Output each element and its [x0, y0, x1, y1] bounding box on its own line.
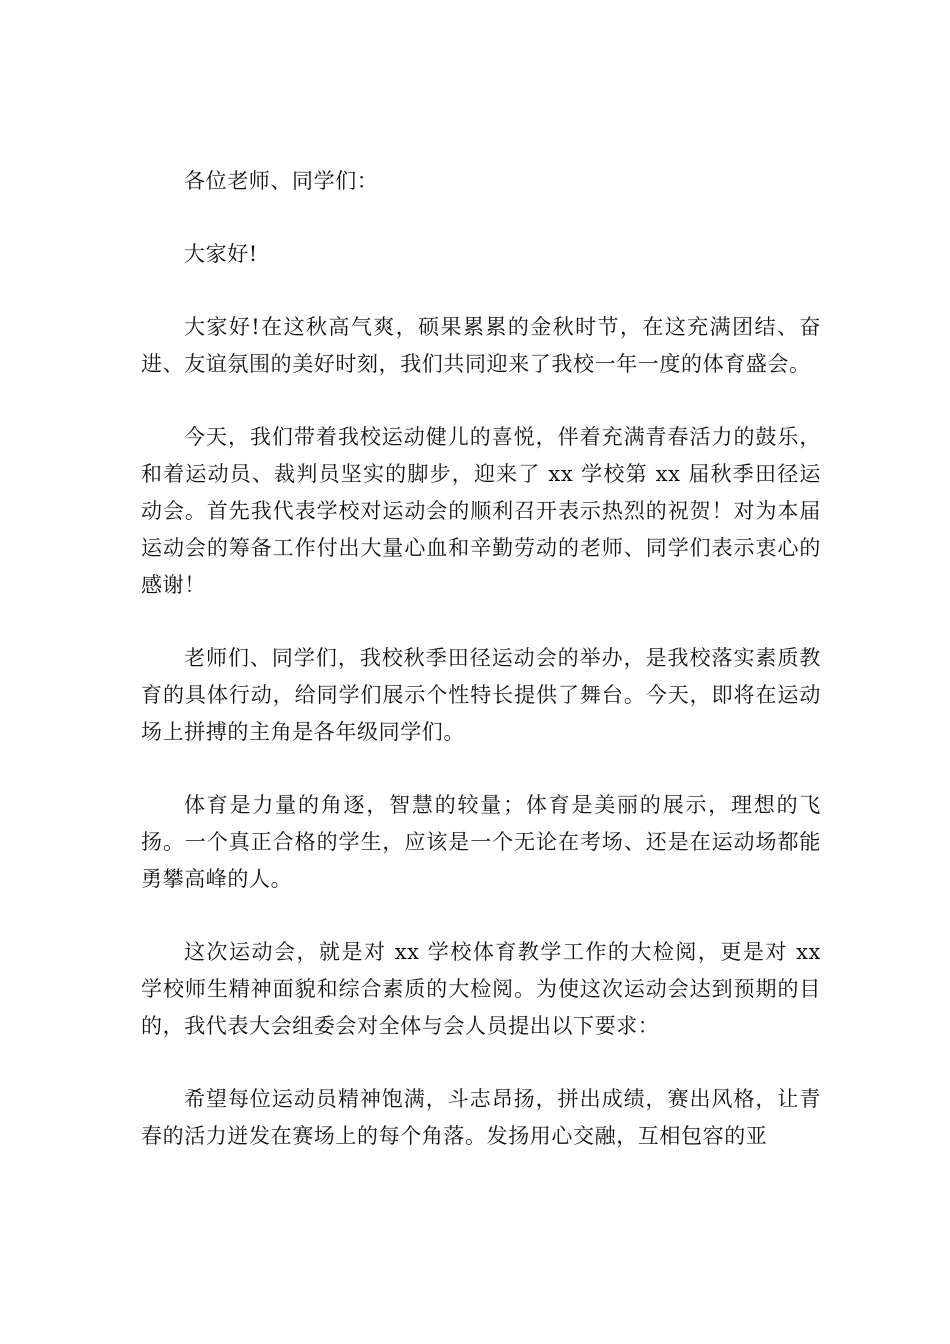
paragraph-quality-education: 老师们、同学们，我校秋季田径运动会的举办，是我校落实素质教育的具体行动，给同学们展示个性特长提供了舞台。今天，即将在运动场上拼搏的主角是各年级同学们。 — [141, 646, 821, 744]
paragraph-congratulations: 今天，我们带着我校运动健儿的喜悦，伴着充满青春活力的鼓乐，和着运动员、裁判员坚实的脚步，迎来了 xx 学校第 xx 届秋季田径运动会。首先我代表学校对运动会的顺利召开表示热烈的祝贺！对为本届运动会的筹备工作付出大量心血和辛勤劳动的老师、同学们表示衷心的感谢！ — [141, 425, 821, 597]
greeting: 大家好! — [184, 242, 258, 266]
paragraph-athletes-hope: 希望每位运动员精神饱满，斗志昂扬，拼出成绩，赛出风格，让青春的活力迸发在赛场上的每个角落。发扬用心交融，互相包容的亚 — [141, 1087, 821, 1148]
paragraph-opening: 大家好!在这秋高气爽，硕果累累的金秋时节，在这充满团结、奋进、友谊氛围的美好时刻，我们共同迎来了我校一年一度的体育盛会。 — [141, 315, 821, 376]
document-body — [141, 163, 821, 1191]
salutation: 各位老师、同学们： — [184, 169, 379, 193]
paragraph-requirements: 这次运动会，就是对 xx 学校体育教学工作的大检阅，更是对 xx 学校师生精神面貌和综合素质的大检阅。为使这次运动会达到预期的目的，我代表大会组委会对全体与会人员提出以下要求： — [141, 940, 821, 1038]
paragraph-sports-meaning: 体育是力量的角逐，智慧的较量；体育是美丽的展示，理想的飞扬。一个真正合格的学生，应该是一个无论在考场、还是在运动场都能勇攀高峰的人。 — [141, 793, 821, 891]
